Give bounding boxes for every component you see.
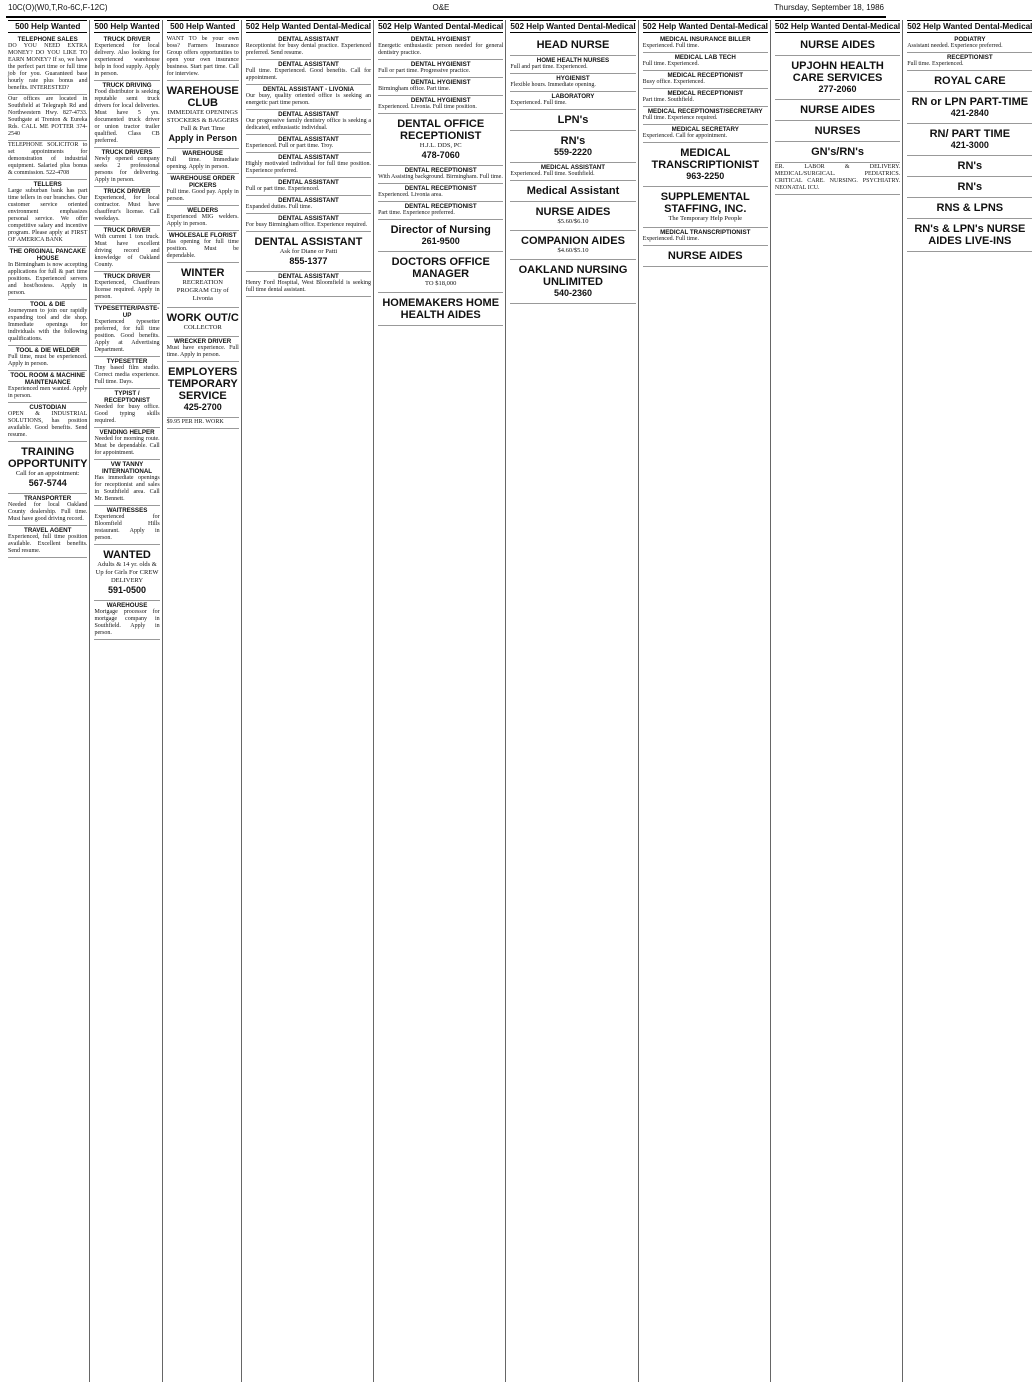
classified-ad bbox=[94, 35, 159, 81]
display-ad-subline: COLLECTOR bbox=[183, 324, 222, 331]
ad-body: Newly opened company seeks 2 professional persons for delivering. Apply in person. bbox=[94, 156, 160, 183]
display-ad-phone: 261-9500 bbox=[421, 236, 460, 246]
classified-ad bbox=[246, 178, 371, 196]
ad-body: For busy Birmingham office. Experience required. bbox=[245, 222, 368, 228]
ad-body: Food distributor is seeking reputable semi truck drivers for local deliveries. Must have 5 yrs. documented truck driver or union tractor trailer qualified. Class CB preferred. bbox=[94, 89, 160, 144]
display-ad bbox=[94, 545, 159, 601]
ad-title: VW TANNY INTERNATIONAL bbox=[102, 461, 153, 475]
display-ad-headline: TRAINING OPPORTUNITY bbox=[8, 446, 88, 470]
display-ad-subline: $4.60/$5.10 bbox=[557, 247, 589, 254]
display-ad-headline: RN's bbox=[957, 181, 983, 193]
column-heading: 500 Help Wanted bbox=[167, 20, 239, 33]
ad-body: Experienced, full time position available. Excellent benefits. Send resume. bbox=[8, 534, 88, 554]
ad-body: Henry Ford Hospital, West Bloomfield is seeking full time dental assistant. bbox=[245, 280, 372, 293]
newspaper-page bbox=[6, 0, 1033, 1386]
classified-ad bbox=[167, 231, 239, 263]
display-ad-headline: HOMEMAKERS HOME HEALTH AIDES bbox=[382, 297, 500, 321]
display-ad-subline: The Temporary Help People bbox=[668, 215, 743, 222]
ad-body: Our busy, quality oriented office is seeking an energetic part time person. bbox=[245, 93, 372, 106]
folio-line bbox=[6, 0, 886, 16]
ad-title: DENTAL ASSISTANT bbox=[278, 136, 339, 143]
display-ad bbox=[510, 181, 635, 202]
ad-title: THE ORIGINAL PANCAKE HOUSE bbox=[9, 248, 86, 262]
ad-body: Energetic enthusiastic person needed for general dentistry practice. bbox=[378, 43, 504, 56]
column-heading: 500 Help Wanted bbox=[94, 22, 160, 31]
display-ad-phone: 591-0500 bbox=[108, 585, 147, 595]
display-ad bbox=[378, 252, 503, 293]
classified-ad bbox=[510, 74, 635, 92]
top-rule bbox=[6, 16, 886, 18]
classified-ad bbox=[94, 389, 159, 428]
ad-title: DENTAL HYGIENIST bbox=[410, 97, 471, 104]
display-ad-phone: 567-5744 bbox=[28, 478, 67, 488]
classified-ad bbox=[8, 141, 87, 180]
ad-body: Needed for busy office. Good typing skills required. bbox=[94, 404, 160, 424]
classified-ad bbox=[167, 149, 239, 174]
display-ad-headline: DOCTORS OFFICE MANAGER bbox=[391, 256, 490, 280]
classified-ad bbox=[8, 247, 87, 300]
ad-body: Our progressive family dentistry office is seeking a dedicated, enthusiastic individual. bbox=[245, 118, 372, 131]
classified-column bbox=[773, 20, 903, 1382]
display-ad bbox=[907, 92, 1032, 124]
classified-ad bbox=[775, 163, 900, 195]
classified-ad bbox=[643, 35, 768, 53]
ad-body: $9.95 PER HR. WORK bbox=[166, 419, 224, 425]
display-ad-headline: LPN's bbox=[557, 114, 589, 126]
display-ad bbox=[167, 362, 239, 418]
ad-body: Receptionist for busy dental practice. Experienced preferred. Send resume. bbox=[245, 43, 372, 56]
ad-title: DENTAL ASSISTANT bbox=[278, 215, 339, 222]
display-ad-subline: Ask for Diane or Patti bbox=[279, 248, 338, 255]
display-ad-headline: DENTAL ASSISTANT bbox=[254, 236, 363, 248]
ad-body: Birmingham office. Part time. bbox=[378, 86, 451, 92]
display-ad bbox=[907, 156, 1032, 177]
classified-ad bbox=[8, 526, 87, 558]
ad-title: DENTAL RECEPTIONIST bbox=[404, 167, 477, 174]
classified-column bbox=[905, 20, 1034, 1382]
classified-ad bbox=[643, 71, 768, 89]
classified-ad bbox=[167, 174, 239, 206]
ad-body: Experienced. Full time. bbox=[642, 236, 699, 242]
classified-ad bbox=[94, 460, 159, 506]
display-ad-headline: RN or LPN PART-TIME bbox=[911, 96, 1029, 108]
classified-ad bbox=[643, 89, 768, 107]
ad-title: VENDING HELPER bbox=[99, 429, 155, 436]
ad-title: DENTAL ASSISTANT bbox=[278, 179, 339, 186]
classified-ad bbox=[907, 53, 1032, 71]
ad-title: WELDERS bbox=[187, 207, 219, 214]
classified-ad bbox=[94, 272, 159, 304]
classified-ad bbox=[8, 403, 87, 442]
ad-title: TRUCK DRIVER bbox=[103, 273, 151, 280]
ad-body: Experienced. Full time. bbox=[510, 100, 567, 106]
ad-body: Experienced. Full time. bbox=[642, 43, 699, 49]
ad-body: Experienced typesetter preferred, for full time position. Good benefits. Apply at Advertising Department. bbox=[94, 319, 160, 353]
ad-title: TELLERS bbox=[33, 181, 62, 188]
display-ad bbox=[775, 100, 900, 121]
display-ad-subline: Adults & 14 yr. olds & Up for Girls For CREW DELIVERY bbox=[95, 561, 159, 584]
ad-title: CUSTODIAN bbox=[29, 404, 67, 411]
display-ad-headline: SUPPLEMENTAL STAFFING, INC. bbox=[660, 191, 750, 215]
ad-body: Full time. Experienced. bbox=[642, 61, 699, 67]
ad-body: WANT TO be your own boss? Farmers Insurance Group offers opportunities to open your own insurance business. Start part time. Call for interview. bbox=[166, 36, 239, 77]
display-ad-subline: $5.60/$6.10 bbox=[557, 218, 589, 225]
classified-ad bbox=[246, 153, 371, 178]
display-ad bbox=[510, 260, 635, 304]
classified-ad bbox=[378, 35, 503, 60]
column-heading: 502 Help Wanted Dental-Medical bbox=[774, 22, 901, 31]
ad-title: DENTAL HYGIENIST bbox=[410, 36, 471, 43]
display-ad bbox=[378, 220, 503, 252]
display-ad bbox=[775, 56, 900, 100]
ad-body: Full time. Immediate opening. Apply in person. bbox=[166, 157, 239, 170]
ad-body: ER. LABOR & DELIVERY. MEDICAL/SURGICAL. PEDIATRICS. CRITICAL CARE. NURSING. PSYCHIATRY. NEONATAL ICU. bbox=[774, 164, 901, 191]
ad-body: Must have experience. Full time. Apply in person. bbox=[166, 345, 239, 358]
ad-body: Experienced. Livonia area. bbox=[378, 192, 443, 198]
ad-body: Experienced MIG welders. Apply in person. bbox=[166, 214, 239, 227]
ad-body: Experienced. Full or part time. Troy. bbox=[245, 143, 334, 149]
column-heading: 500 Help Wanted bbox=[8, 20, 87, 33]
display-ad-phone: 277-2060 bbox=[818, 84, 857, 94]
display-ad bbox=[907, 71, 1032, 92]
ad-body: Has opening for full time position. Must be dependable. bbox=[166, 239, 239, 259]
ad-title: DENTAL ASSISTANT bbox=[278, 36, 339, 43]
display-ad bbox=[643, 143, 768, 187]
column-heading: 502 Help Wanted Dental-Medical bbox=[378, 22, 504, 31]
classified-ad bbox=[378, 166, 503, 184]
display-ad-headline: OAKLAND NURSING UNLIMITED bbox=[518, 264, 628, 288]
display-ad bbox=[510, 231, 635, 260]
ad-title: LABORATORY bbox=[551, 93, 595, 100]
classified-ad bbox=[94, 601, 159, 640]
ad-body: Experienced for Bloomfield Hills restaurant. Apply in person. bbox=[94, 514, 160, 541]
ad-title: MEDICAL LAB TECH bbox=[674, 54, 736, 61]
display-ad-headline: MEDICAL TRANSCRIPTIONIST bbox=[651, 147, 760, 171]
classified-ad bbox=[246, 135, 371, 153]
ad-body: Experienced for local delivery. Also looking for experienced warehouse help in food supply. Apply in person. bbox=[94, 43, 160, 77]
ad-title: TRUCK DRIVER bbox=[103, 188, 151, 195]
display-ad-phone: Apply in Person bbox=[168, 133, 237, 143]
ad-title: WRECKER DRIVER bbox=[174, 338, 232, 345]
ad-title: TRAVEL AGENT bbox=[24, 527, 72, 534]
classified-ad bbox=[8, 300, 87, 346]
classified-ad bbox=[8, 346, 87, 371]
display-ad bbox=[510, 131, 635, 163]
classified-ad bbox=[378, 184, 503, 202]
display-ad bbox=[775, 142, 900, 163]
display-ad-phone: 855-1377 bbox=[289, 256, 328, 266]
display-ad-headline: GN's/RN's bbox=[811, 146, 864, 158]
classified-ad bbox=[94, 428, 159, 460]
ad-body: Flexible hours. Immediate opening. bbox=[510, 82, 596, 88]
classified-ad bbox=[643, 107, 768, 125]
classified-ad bbox=[378, 78, 503, 96]
column-heading: 502 Help Wanted Dental-Medical bbox=[245, 22, 372, 31]
classified-ad bbox=[510, 92, 635, 110]
column-heading: 502 Help Wanted Dental-Medical bbox=[907, 22, 1033, 31]
ad-body: Experienced men wanted. Apply in person. bbox=[8, 386, 88, 399]
ad-body: Full time. Experienced. bbox=[907, 61, 964, 67]
ad-title: MEDICAL ASSISTANT bbox=[540, 164, 606, 171]
classified-column bbox=[508, 20, 638, 1382]
display-ad-headline: WANTED bbox=[103, 549, 151, 561]
classified-ad bbox=[8, 494, 87, 526]
ad-title: TYPIST / RECEPTIONIST bbox=[104, 390, 150, 404]
display-ad-headline: RN's bbox=[560, 135, 586, 147]
folio-section: O&E bbox=[432, 3, 450, 12]
classified-ad bbox=[167, 206, 239, 231]
classified-ad bbox=[94, 357, 159, 389]
ad-body: Highly motivated individual for full time position. Experience preferred. bbox=[245, 161, 372, 174]
ad-title: DENTAL HYGIENIST bbox=[410, 79, 471, 86]
display-ad bbox=[510, 35, 635, 56]
ad-title: DENTAL ASSISTANT bbox=[278, 273, 339, 280]
ad-body: Experienced. Full time. Southfield. bbox=[510, 171, 595, 177]
display-ad-headline: NURSE AIDES bbox=[800, 39, 875, 51]
display-ad-headline: Medical Assistant bbox=[526, 185, 620, 197]
display-ad-phone: 963-2250 bbox=[686, 171, 725, 181]
ad-title: DENTAL ASSISTANT bbox=[278, 154, 339, 161]
ad-body: Experienced. Livonia. Full time position. bbox=[378, 104, 477, 110]
classified-ad bbox=[94, 148, 159, 187]
ad-body: Journeymen to join our rapidly expanding tool and die shop. Immediate openings for individuals with the following qualifications. bbox=[8, 308, 88, 342]
ad-title: TOOL ROOM & MACHINE MAINTENANCE bbox=[10, 372, 86, 386]
classified-ad bbox=[907, 35, 1032, 53]
classified-ad bbox=[94, 81, 159, 148]
display-ad bbox=[907, 219, 1032, 252]
ad-title: DENTAL RECEPTIONIST bbox=[404, 203, 477, 210]
ad-body: Large suburban bank has part time tellers in our branches. Our customer service oriented environment emphasizes personal service. We offer competitive salary and incentive program. Please apply at FIRST OF AMERICA BANK bbox=[8, 188, 88, 243]
ad-body: Tiny based film studio. Correct media experience. Full time. Days. bbox=[94, 365, 160, 385]
ad-body: Experienced. Call for appointment. bbox=[642, 133, 728, 139]
ad-title: WAREHOUSE bbox=[182, 150, 223, 157]
display-ad-phone: 425-2700 bbox=[183, 402, 222, 412]
display-ad-phone: 540-2360 bbox=[553, 288, 592, 298]
classified-ad bbox=[643, 53, 768, 71]
display-ad-headline: RN/ PART TIME bbox=[929, 128, 1011, 140]
display-ad-headline: NURSES bbox=[814, 125, 861, 137]
classified-ad bbox=[8, 95, 87, 141]
classified-column bbox=[165, 20, 242, 1382]
ad-body: Full time, must be experienced. Apply in person. bbox=[8, 354, 88, 367]
display-ad bbox=[8, 442, 87, 494]
classified-ad bbox=[167, 35, 239, 81]
ad-title: TRUCK DRIVER bbox=[103, 36, 151, 43]
classified-ad bbox=[246, 60, 371, 85]
display-ad-phone: 559-2220 bbox=[553, 147, 592, 157]
ad-body: Part time. Experience preferred. bbox=[378, 210, 455, 216]
ad-title: WAREHOUSE ORDER PICKERS bbox=[170, 175, 236, 189]
display-ad bbox=[167, 308, 239, 337]
ad-title: DENTAL ASSISTANT bbox=[278, 111, 339, 118]
display-ad bbox=[907, 177, 1032, 198]
ad-body: OPEN & INDUSTRIAL SOLUTIONS, has position available. Good benefits. Send resume. bbox=[8, 411, 88, 438]
display-ad-headline: WORK OUT/C bbox=[166, 312, 239, 324]
classified-ad bbox=[94, 506, 159, 545]
ad-title: WHOLESALE FLORIST bbox=[168, 232, 237, 239]
classified-ad bbox=[94, 304, 159, 357]
display-ad-headline: Director of Nursing bbox=[390, 224, 491, 236]
ad-title: MEDICAL SECRETARY bbox=[671, 126, 739, 133]
ad-title: PODIATRY bbox=[954, 36, 986, 43]
ad-body: Assistant needed. Experience preferred. bbox=[907, 43, 1003, 49]
classified-ad bbox=[94, 187, 159, 226]
classified-ad bbox=[8, 180, 87, 247]
ad-title: RECEPTIONIST bbox=[946, 54, 993, 61]
ad-title: WAITRESSES bbox=[106, 507, 148, 514]
ad-title: TRUCK DRIVER bbox=[103, 227, 151, 234]
ad-body: Full or part time. Experienced. bbox=[245, 186, 320, 192]
folio-date: Thursday, September 18, 1986 bbox=[774, 3, 884, 12]
ad-body: Mortgage processor for mortgage company in Southfield. Apply in person. bbox=[94, 609, 160, 636]
classified-ad bbox=[510, 163, 635, 181]
ad-title: TYPESETTER/PASTE-UP bbox=[94, 305, 160, 319]
display-ad bbox=[643, 246, 768, 267]
display-ad-headline: RNS & LPNS bbox=[936, 202, 1004, 214]
classified-column bbox=[92, 20, 162, 1382]
display-ad bbox=[378, 293, 503, 326]
classified-ad bbox=[378, 60, 503, 78]
display-ad-headline: HEAD NURSE bbox=[536, 39, 610, 51]
display-ad-headline: NURSE AIDES bbox=[667, 250, 743, 262]
display-ad bbox=[167, 263, 239, 308]
classified-ad bbox=[246, 272, 371, 297]
ad-title: HOME HEALTH NURSES bbox=[536, 57, 610, 64]
column-heading: 502 Help Wanted Dental-Medical bbox=[510, 22, 636, 31]
classified-ad bbox=[8, 371, 87, 403]
ad-body: Needed for local Oakland County dealership. Full time. Must have good driving record. bbox=[8, 502, 88, 522]
classified-ad bbox=[643, 228, 768, 246]
ad-title: WAREHOUSE bbox=[106, 602, 148, 609]
ad-title: TRUCK DRIVERS bbox=[101, 149, 153, 156]
classified-ad bbox=[167, 337, 239, 362]
display-ad-headline: NURSE AIDES bbox=[535, 206, 611, 218]
display-ad-phone: 421-2840 bbox=[950, 108, 989, 118]
display-ad bbox=[643, 187, 768, 228]
column-heading: 502 Help Wanted Dental-Medical bbox=[642, 22, 768, 31]
display-ad-subline: RECREATION PROGRAM City of Livonia bbox=[176, 279, 229, 302]
ad-body: Experienced, Chauffeurs license required. Apply in person. bbox=[94, 280, 160, 300]
ad-body: Needed for morning route. Must be dependable. Call for appointment. bbox=[94, 436, 160, 456]
ad-body: In Birmingham is now accepting applications for full & part time positions. Experienced servers and host/hostess. Apply in person. bbox=[8, 262, 88, 296]
classified-columns bbox=[6, 20, 1033, 1382]
classified-ad bbox=[8, 35, 87, 95]
ad-title: MEDICAL RECEPTIONIST/SECRETARY bbox=[647, 108, 763, 115]
ad-body: Experienced, for local contractor. Must have chauffeur's license. Call weekdays. bbox=[94, 195, 160, 222]
display-ad-subline: Call for an appointment: bbox=[15, 470, 80, 477]
display-ad bbox=[246, 232, 371, 272]
ad-title: TOOL & DIE bbox=[30, 301, 66, 308]
display-ad bbox=[907, 124, 1032, 156]
ad-body: TELEPHONE SOLICITOR to set appointments for demonstration of industrial equipment. Salaried plus bonus & commission. 522-4708 bbox=[8, 142, 88, 176]
classified-ad bbox=[246, 110, 371, 135]
display-ad-subline: TO $18,000 bbox=[425, 280, 457, 287]
display-ad-headline: UPJOHN HEALTH CARE SERVICES bbox=[791, 60, 884, 84]
ad-body: DO YOU NEED EXTRA MONEY? DO YOU LIKE TO EARN MONEY? If so, we have the perfect part time or full time job for you. Guaranteed base hourly rate plus bonus and benefits. INTERESTED? bbox=[8, 43, 88, 91]
display-ad bbox=[907, 198, 1032, 219]
ad-title: TELEPHONE SALES bbox=[17, 36, 78, 43]
display-ad-headline: EMPLOYERS TEMPORARY SERVICE bbox=[167, 366, 238, 402]
display-ad-headline: ROYAL CARE bbox=[934, 75, 1006, 87]
ad-title: MEDICAL TRANSCRIPTIONIST bbox=[660, 229, 751, 236]
classified-ad bbox=[246, 35, 371, 60]
ad-title: HYGIENIST bbox=[556, 75, 590, 82]
display-ad bbox=[510, 110, 635, 131]
ad-title: TYPESETTER bbox=[106, 358, 148, 365]
display-ad-headline: RN's & LPN's NURSE AIDES LIVE-INS bbox=[914, 223, 1026, 247]
display-ad bbox=[378, 114, 503, 166]
ad-body: Full time. Experience required. bbox=[642, 115, 718, 121]
ad-title: DENTAL RECEPTIONIST bbox=[404, 185, 477, 192]
classified-column bbox=[641, 20, 771, 1382]
classified-ad bbox=[246, 196, 371, 214]
ad-title: TRANSPORTER bbox=[24, 495, 72, 502]
ad-body: With current 1 ton truck. Must have excellent driving record and knowledge of Oakland County. bbox=[94, 234, 160, 268]
display-ad-headline: COMPANION AIDES bbox=[521, 235, 625, 247]
display-ad-headline: WAREHOUSE CLUB bbox=[166, 85, 239, 109]
display-ad-headline: RN's bbox=[957, 160, 983, 172]
classified-column bbox=[376, 20, 506, 1382]
classified-ad bbox=[246, 214, 371, 232]
ad-title: TOOL & DIE WELDER bbox=[15, 347, 80, 354]
display-ad bbox=[510, 202, 635, 231]
ad-body: Full or part time. Progressive practice. bbox=[378, 68, 471, 74]
ad-title: DENTAL ASSISTANT bbox=[278, 197, 339, 204]
display-ad bbox=[775, 121, 900, 142]
folio-code: 10C(O)(W0,T,Ro-6C,F-12C) bbox=[8, 3, 108, 12]
ad-body: Part time. Southfield. bbox=[642, 97, 694, 103]
ad-title: MEDICAL RECEPTIONIST bbox=[667, 90, 744, 97]
ad-body: With Assisting background. Birmingham. Full time. bbox=[378, 174, 503, 180]
display-ad-subline: H.J.L. DDS, PC bbox=[419, 142, 462, 149]
display-ad-phone: 478-7060 bbox=[421, 150, 460, 160]
ad-body: Full time. Experienced. Good benefits. Call for appointment. bbox=[245, 68, 372, 81]
classified-ad bbox=[167, 418, 239, 429]
classified-ad bbox=[510, 56, 635, 74]
ad-body: Full time. Good pay. Apply in person. bbox=[166, 189, 239, 202]
classified-ad bbox=[643, 125, 768, 143]
classified-ad bbox=[378, 202, 503, 220]
ad-body: Our offices are located in Southfield at Telegraph Rd and Northwestern Hwy. 827-4733. Southgate at Trenton & Eureka Rds. CALL ME POTTER 374-2540 bbox=[8, 96, 88, 137]
display-ad-headline: DENTAL OFFICE RECEPTIONIST bbox=[397, 118, 485, 142]
display-ad bbox=[775, 35, 900, 56]
classified-ad bbox=[378, 96, 503, 114]
ad-title: MEDICAL INSURANCE BILLER bbox=[659, 36, 751, 43]
display-ad-headline: NURSE AIDES bbox=[800, 104, 875, 116]
classified-ad bbox=[246, 85, 371, 110]
classified-column bbox=[244, 20, 374, 1382]
ad-title: DENTAL ASSISTANT - LIVONIA bbox=[262, 86, 355, 93]
ad-title: MEDICAL RECEPTIONIST bbox=[667, 72, 744, 79]
ad-body: Has immediate openings for receptionist and sales in Southfield area. Call Mr. Bennett. bbox=[94, 475, 160, 502]
classified-column bbox=[6, 20, 90, 1382]
ad-body: Busy office. Experienced. bbox=[642, 79, 705, 85]
classified-ad bbox=[94, 226, 159, 272]
display-ad-phone: 421-3000 bbox=[950, 140, 989, 150]
display-ad-headline: WINTER bbox=[181, 267, 225, 279]
display-ad bbox=[167, 81, 239, 149]
ad-title: DENTAL ASSISTANT bbox=[278, 61, 339, 68]
ad-title: DENTAL HYGIENIST bbox=[410, 61, 471, 68]
ad-body: Expanded duties. Full time. bbox=[245, 204, 312, 210]
ad-body: Full and part time. Experienced. bbox=[510, 64, 588, 70]
display-ad-subline: IMMEDIATE OPENINGS STOCKERS & BAGGERS Full & Part Time bbox=[166, 109, 239, 132]
ad-title: TRUCK DRIVING bbox=[102, 82, 152, 89]
